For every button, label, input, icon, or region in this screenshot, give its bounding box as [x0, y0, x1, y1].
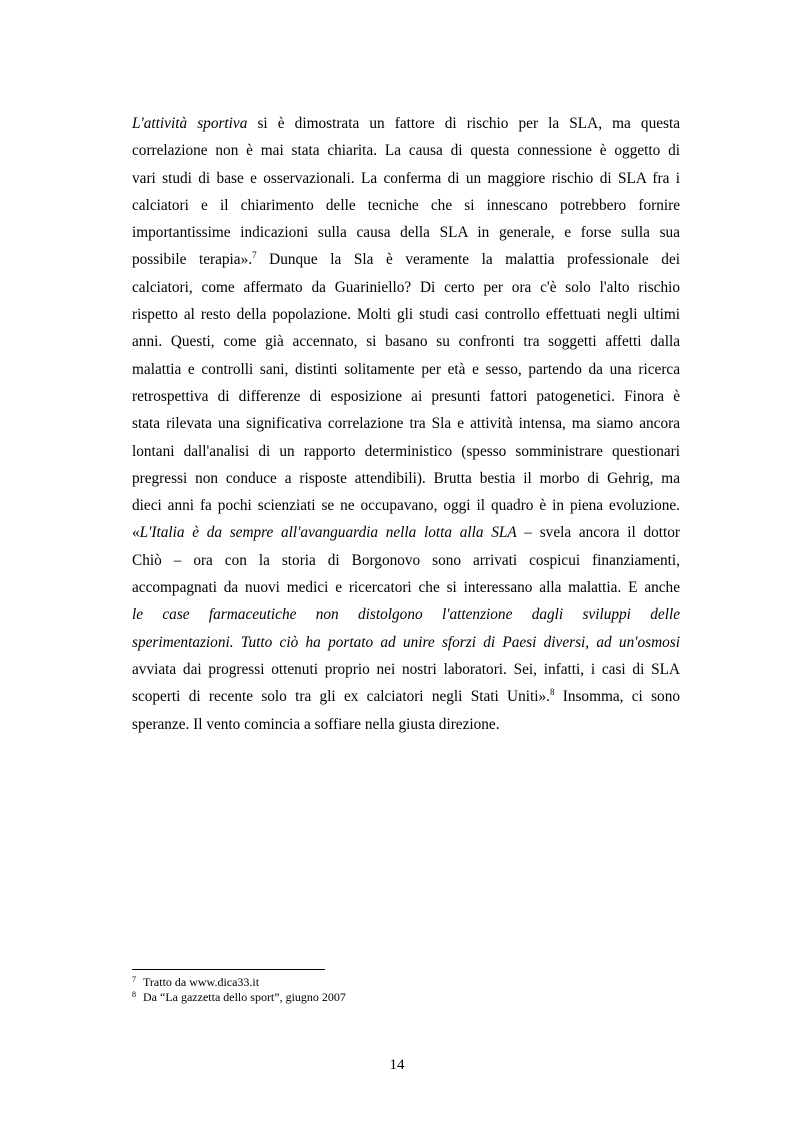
text-line: correlazione non è mai stata chiarita. La causa di questa connessione è oggetto di	[132, 142, 680, 160]
text-line: rispetto al resto della popolazione. Molti gli studi casi controllo effettuati negli ultimi	[132, 306, 680, 324]
text-line: pregressi non conduce a risposte attendibili). Brutta bestia il morbo di Gehrig, ma	[132, 469, 680, 487]
text-line: calciatori, come affermato da Guariniello? Di certo per ora c'è solo l'alto rischio	[132, 278, 680, 296]
footnote-8: 8 Da “La gazzetta dello sport”, giugno 2007	[132, 990, 346, 1004]
text-line: possibile terapia».$^7$ Dunque la Sla è veramente la malattia professionale dei	[132, 250, 680, 269]
text-line: vari studi di base e osservazionali. La conferma di un maggiore rischio di SLA fra i	[132, 169, 680, 187]
text-line: importantissime indicazioni sulla causa della SLA in generale, e forse sulla sua	[132, 224, 680, 242]
text-line: accompagnati da nuovi medici e ricercatori che si interessano alla malattia. E anche	[132, 579, 680, 597]
text-line: retrospettiva di differenze di esposizione ai presunti fattori patogenetici. Finora è	[132, 387, 680, 405]
text-line: malattia e controlli sani, distinti solitamente per età e sesso, partendo da una ricerca	[132, 360, 680, 378]
footnote-7: 7 Tratto da www.dica33.it	[132, 975, 260, 989]
text-line: avviata dai progressi ottenuti proprio nei nostri laboratori. Sei, infatti, i casi di SLA	[132, 660, 680, 678]
text-line: calciatori e il chiarimento delle tecniche che si innescano potrebbero fornire	[132, 196, 680, 214]
text-line: stata rilevata una significativa correlazione tra Sla e attività intensa, ma siamo ancora	[132, 415, 680, 433]
footnote-separator	[132, 969, 325, 970]
text-line: lontani dall'analisi di un rapporto deterministico (spesso somministrare questionari	[132, 442, 680, 460]
main-paragraph	[132, 110, 680, 738]
text-line: L'attività sportiva si è dimostrata un fattore di rischio per la SLA, ma questa	[132, 115, 680, 132]
text-line: Chiò – ora con la storia di Borgonovo sono arrivati cospicui finanziamenti,	[132, 551, 680, 569]
text-line: speranze. Il vento comincia a soffiare nella giusta direzione.	[132, 715, 500, 733]
footnote-text: Da “La gazzetta dello sport”, giugno 2007	[143, 990, 346, 1004]
text-line: sperimentazioni. Tutto ciò ha portato ad unire sforzi di Paesi diversi, ad un'osmosi	[132, 633, 680, 651]
page-number: 14	[389, 1057, 405, 1073]
text-line: le case farmaceutiche non distolgono l'attenzione dagli sviluppi delle	[132, 606, 680, 624]
footnote-text: Tratto da www.dica33.it	[143, 975, 260, 989]
text-line: scoperti di recente solo tra gli ex calciatori negli Stati Uniti».$^8$ Insomma, ci sono	[132, 687, 680, 706]
text-line: anni. Questi, come già accennato, si basano su confronti tra soggetti affetti dalla	[132, 333, 680, 351]
footnotes	[132, 975, 680, 1005]
footnote-ref-7: 7	[252, 250, 257, 261]
footnote-ref-8: 8	[549, 687, 555, 698]
text-line: «L'Italia è da sempre all'avanguardia nella lotta alla SLA – svela ancora il dottor	[132, 524, 680, 542]
text-line: dieci anni fa pochi scienziati se ne occupavano, oggi il quadro è in piena evoluzione.	[132, 497, 680, 515]
